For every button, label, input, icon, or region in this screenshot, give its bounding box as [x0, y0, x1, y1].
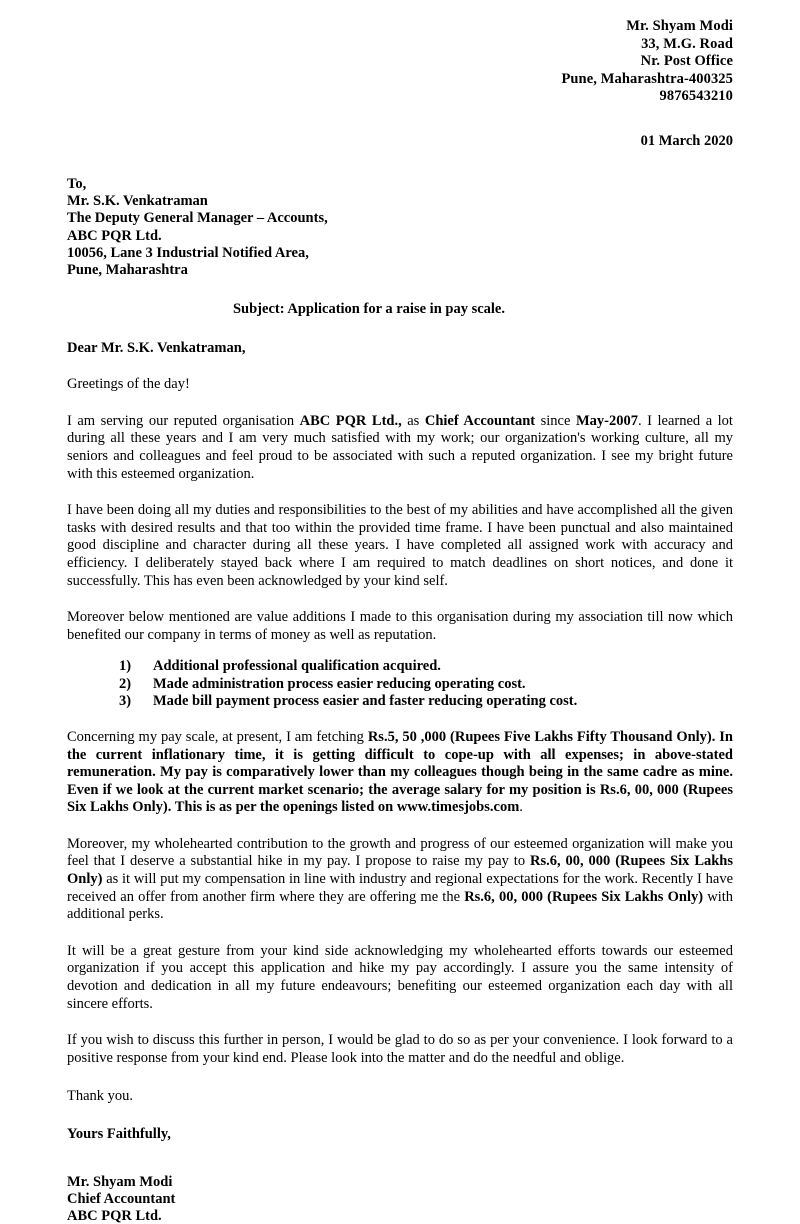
letter-date: 01 March 2020 [640, 132, 733, 149]
recipient-designation: The Deputy General Manager – Accounts, [67, 210, 328, 227]
sender-phone: 9876543210 [659, 88, 733, 105]
recipient-name: Mr. S.K. Venkatraman [67, 193, 208, 210]
paragraph-value-additions-intro: Moreover below mentioned are value additions I made to this organisation during my association till now which benefited our company in terms of money as well as reputation. [67, 609, 733, 643]
para1-designation-bold: Chief Accountant [424, 412, 536, 429]
para4-offer-amount-bold: Rs.6, 00, 000 (Rupees Six Lakhs Only) [464, 888, 704, 905]
signature-company: ABC PQR Ltd. [67, 1207, 162, 1224]
value-additions-list [67, 658, 733, 710]
para1-run3: since [535, 412, 576, 429]
para1-run2: as [401, 412, 425, 429]
sender-address-block [67, 18, 733, 106]
closing-line: Yours Faithfully, [67, 1126, 171, 1143]
sender-city-state-pin: Pune, Maharashtra-400325 [561, 70, 733, 87]
para4-run3: with additional perks. [67, 888, 733, 923]
payscale-run2: . [519, 799, 523, 816]
thank-you-line: Thank you. [67, 1088, 134, 1105]
salutation: Dear Mr. S.K. Venkatraman, [67, 340, 246, 357]
greeting-line: Greetings of the day! [67, 376, 190, 393]
recipient-company: ABC PQR Ltd. [67, 227, 162, 244]
sender-street: 33, M.G. Road [641, 35, 733, 52]
signature-block [67, 1174, 733, 1224]
para1-startdate-bold: May-2007 [575, 412, 638, 429]
paragraph-assurance: It will be a great gesture from your kind side acknowledging my wholehearted efforts towards our esteemed organization if you accept this application and hike my pay accordingly. I assure you the same intensity of devotion and dedication in all my future endeavours; benefiting our esteemed organization each day with all sincere efforts. [67, 942, 733, 1012]
payscale-market-comparison-bold: In the current inflationary time, it is getting difficult to cope-up with all expenses; in above-stated remuneration. My pay is comparatively lower than my colleagues though being in the same cadre as mine. Even if we look at the current market scenario; the average salary for my position is Rs.6, 00, 000 (Rupees Six Lakhs Only). This is as per the openings listed on www.timesjobs.com [67, 728, 733, 816]
para4-run2: as it will put my compensation in line with industry and regional expectations for the work. Recently I have received an offer from another firm where they are offering me the [67, 871, 733, 905]
recipient-to-label: To, [67, 175, 87, 192]
payscale-current-amount-bold: Rs.5, 50 ,000 (Rupees Five Lakhs Fifty Thousand Only). [367, 728, 716, 745]
signature-designation: Chief Accountant [67, 1191, 176, 1208]
para1-run1: I am serving our reputed organisation [67, 412, 300, 429]
subject-line: Subject: Application for a raise in pay scale. [232, 301, 505, 318]
paragraph-introduction [67, 413, 733, 483]
signature-name: Mr. Shyam Modi [67, 1174, 173, 1191]
para4-run1: Moreover, my wholehearted contribution to the growth and progress of our esteemed organization will make you feel that I deserve a substantial hike in my pay. I propose to raise my pay to [67, 835, 733, 870]
list-item: Made administration process easier reducing operating cost. [153, 675, 526, 692]
paragraph-proposed-raise [67, 836, 733, 924]
sender-name: Mr. Shyam Modi [626, 18, 733, 34]
payscale-run1: Concerning my pay scale, at present, I am fetching [67, 728, 368, 745]
recipient-city-state: Pune, Maharashtra [67, 261, 188, 278]
list-item: Additional professional qualification acquired. [153, 658, 441, 675]
sender-landmark: Nr. Post Office [640, 53, 733, 70]
para1-company-bold: ABC PQR Ltd., [299, 412, 402, 429]
para1-run4: . I learned a lot during all these years and I am very much satisfied with my work; our organization's working culture, all my seniors and colleagues and feel proud to be associated with such a reputed organization. I see my bright future with this esteemed organization. [67, 412, 733, 482]
list-item: Made bill payment process easier and faster reducing operating cost. [153, 692, 578, 709]
paragraph-current-pay-scale [67, 729, 733, 817]
paragraph-performance: I have been doing all my duties and responsibilities to the best of my abilities and have accomplished all the given tasks with desired results and that too within the provided time frame. I have been punctual and also maintained good discipline and character during all these years. I have completed all assigned work with accuracy and efficiency. I deliberately stayed back where I am required to match deadlines on short notices, and done it successfully. This has even been acknowledged by your kind self. [67, 502, 733, 589]
recipient-address-block [67, 176, 733, 279]
para4-proposed-amount-bold: Rs.6, 00, 000 (Rupees Six Lakhs Only) [67, 853, 734, 888]
recipient-street: 10056, Lane 3 Industrial Notified Area, [67, 244, 309, 261]
paragraph-discussion-request: If you wish to discuss this further in person, I would be glad to do so as per your convenience. I look forward to a positive response from your kind end. Please look into the matter and do the needful and oblige. [67, 1032, 733, 1066]
